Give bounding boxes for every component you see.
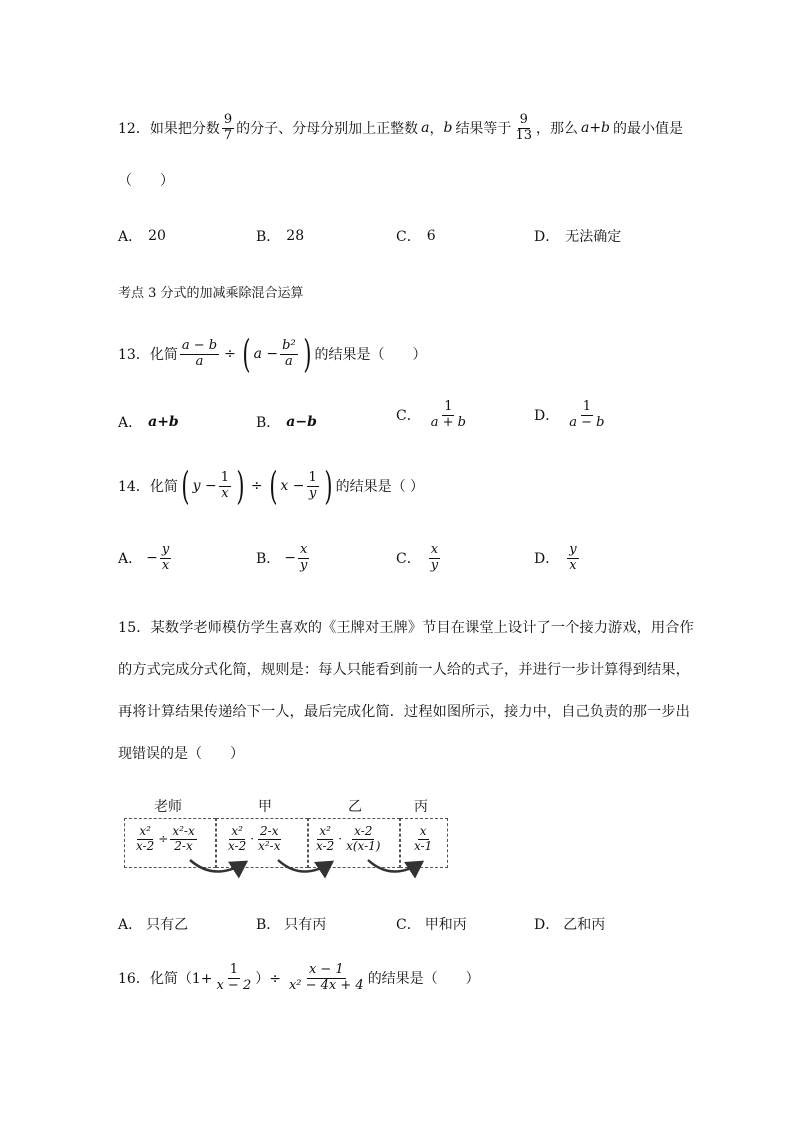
- q13-option-d[interactable]: D． $\frac{1}{a - b}$: [534, 399, 605, 430]
- label-bing: 丙: [414, 799, 428, 815]
- q12-var-a: a: [421, 120, 430, 136]
- q14-option-b[interactable]: B． − $\frac{x}{y}$: [256, 542, 308, 573]
- label-teacher: 老师: [154, 799, 182, 815]
- q13-fraction-2: $\frac{\text{b²}}{a}$: [282, 337, 296, 369]
- q15-line-2: 的方式完成分式化简，规则是：每人只能看到前一人给的式子，并进行一步计算得到结果，: [118, 662, 690, 678]
- q16-fraction-1: $\frac{1}{x - 2}$: [216, 961, 252, 993]
- q13-fraction-1: $\frac{a - b}{a}$: [181, 337, 218, 369]
- q12-option-a[interactable]: A． 20: [118, 228, 166, 245]
- q15-line-4: 现错误的是（ ）: [118, 746, 244, 762]
- q14-option-a[interactable]: A． − $\frac{y}{x}$: [118, 542, 170, 573]
- q12-prefix: 12．如果把分数: [118, 121, 220, 137]
- arrow-jia-to-yi: [278, 860, 332, 872]
- q12-mid: 的分子、分母分别加上正整数: [236, 121, 419, 137]
- expr-teacher: $\frac{\text{x²}}{x-2}$ ÷ $\frac{\text{x²-x}}{2-x}$: [136, 824, 195, 853]
- label-jia: 甲: [258, 799, 272, 815]
- arrow-teacher-to-jia: [190, 860, 246, 872]
- q12-expr: a+b: [580, 120, 611, 136]
- q15-line-3: 再将计算结果传递给下一人，最后完成化简．过程如图所示，接力中，自己负责的那一步出: [118, 704, 690, 720]
- q14-fraction-2: $\frac{1}{y}$: [308, 469, 317, 501]
- q15-option-d[interactable]: D． 乙和丙: [534, 917, 606, 933]
- q15-line-1: 15．某数学老师模仿学生喜欢的《王牌对王牌》节目在课堂上设计了一个接力游戏，用合作: [118, 620, 694, 636]
- q14-fraction-1: $\frac{1}{x}$: [220, 469, 230, 501]
- q12-option-d[interactable]: D． 无法确定: [534, 229, 622, 245]
- q12-option-b[interactable]: B． 28: [256, 228, 305, 245]
- label-yi: 乙: [348, 799, 362, 815]
- expr-bing: $\frac{x}{x-1}$: [414, 824, 433, 853]
- q16-line: 16．化简（1+ $\frac{1}{x - 2}$ ）÷ $\frac{x - 1}{\text{x² − 4x + 4}}$ 的结果是（ ）: [118, 961, 480, 993]
- q14-line: 14．化简 ( y − $\frac{1}{x}$ ) ÷ ( x − $\frac{1}{y}$ ) 的结果是（ ）: [118, 464, 425, 508]
- q14-option-d[interactable]: D． $\frac{y}{x}$: [534, 542, 577, 573]
- q13-option-b[interactable]: B． a−b: [256, 414, 317, 431]
- q13-option-a[interactable]: A． a+b: [118, 414, 179, 431]
- arrow-yi-to-bing: [368, 860, 422, 872]
- q16-fraction-2: $\frac{x - 1}{\text{x² − 4x + 4}}$: [288, 961, 364, 993]
- q12-option-c[interactable]: C． 6: [396, 228, 436, 245]
- relay-arrows: [180, 852, 440, 882]
- expr-yi: $\frac{\text{x²}}{x-2}$ · $\frac{x-2}{x(x-1)}$: [316, 824, 381, 853]
- q15-option-b[interactable]: B． 只有丙: [256, 917, 327, 933]
- q15-option-a[interactable]: A． 只有乙: [118, 917, 189, 933]
- q12-fraction-2: $\frac{9}{13}$: [515, 111, 532, 143]
- q12-mid2: 结果等于: [455, 121, 512, 137]
- q12-fraction-1: $\frac{9}{7}$: [223, 111, 233, 143]
- q12-line: 12．如果把分数 $\frac{9}{7}$ 的分子、分母分别加上正整数 a ， b 结果等于 $\frac{9}{13}$ ，那么 a+b 的最小值是: [118, 111, 684, 143]
- expr-jia: $\frac{\text{x²}}{x-2}$ · $\frac{2-x}{\text{x²-x}}$: [228, 824, 281, 853]
- q13-line: 13．化简 $\frac{a - b}{a}$ ÷ ( a − $\frac{\text{b²}}{a}$ ) 的结果是（ ）: [118, 332, 427, 376]
- section-heading: 考点 3 分式的加减乘除混合运算: [118, 286, 304, 301]
- q12-var-b: b: [443, 120, 453, 136]
- q12-paren: （ ）: [118, 173, 174, 189]
- q15-option-c[interactable]: C． 甲和丙: [396, 917, 467, 933]
- q13-option-c[interactable]: C． $\frac{1}{a + b}$: [396, 399, 466, 430]
- q14-option-c[interactable]: C． $\frac{x}{y}$: [396, 542, 439, 573]
